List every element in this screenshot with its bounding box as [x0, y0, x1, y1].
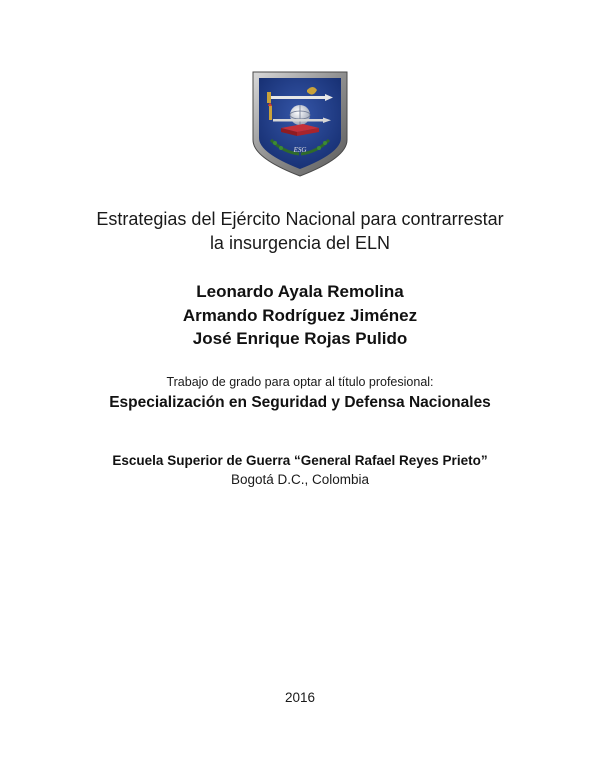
- author-list: [60, 280, 540, 351]
- author-name: Leonardo Ayala Remolina: [196, 282, 404, 301]
- military-school-crest-icon: [251, 70, 349, 178]
- degree-intro-text: Trabajo de grado para optar al título profesional:: [166, 375, 434, 389]
- institution-name: Escuela Superior de Guerra “General Rafael Reyes Prieto”: [112, 453, 488, 468]
- document-title: [60, 207, 540, 255]
- author-name: Armando Rodríguez Jiménez: [182, 305, 418, 325]
- title-line-1: Estrategias del Ejército Nacional para contrarrestar: [96, 209, 504, 229]
- degree-name: Especialización en Seguridad y Defensa Nacionales: [109, 394, 491, 411]
- author-name: José Enrique Rojas Pulido: [192, 329, 408, 348]
- svg-text:ESG: ESG: [293, 146, 307, 154]
- institution-city: Bogotá D.C., Colombia: [230, 472, 370, 487]
- title-line-2: la insurgencia del ELN: [209, 233, 391, 253]
- publication-year: 2016: [284, 690, 316, 705]
